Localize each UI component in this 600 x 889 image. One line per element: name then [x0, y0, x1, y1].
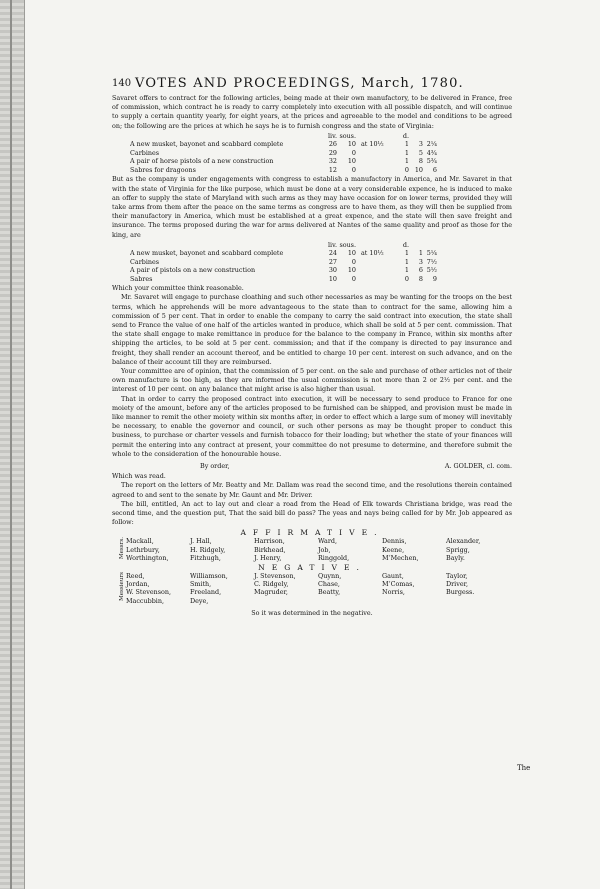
price-sous: 10 [347, 249, 356, 258]
member-name: H. Ridgely, [190, 545, 226, 554]
price-pence: 7½ [426, 257, 437, 266]
member-name: Bayly. [446, 553, 465, 562]
price-pounds: 1 [404, 148, 409, 157]
price-pounds: 1 [404, 140, 409, 149]
price-shillings: 1 [418, 249, 423, 258]
member-name: Sprigg, [446, 545, 470, 554]
member-name: Keene, [382, 545, 405, 554]
price-sous: 0 [351, 257, 356, 266]
price-livres: 24 [328, 249, 337, 258]
member-name: Beatty, [318, 588, 341, 597]
member-name: J. Hall, [190, 537, 212, 546]
col-pence-header: d. [402, 240, 409, 249]
price-item: Sabres [130, 274, 153, 283]
col-pence-header: d. [402, 131, 409, 140]
closing-paragraph: Which was read. [112, 472, 166, 481]
price-pounds: 0 [404, 165, 409, 174]
price-rate [356, 275, 395, 284]
member-name: Fitzhugh, [190, 553, 221, 562]
member-name: Ward, [318, 537, 337, 546]
col-pence2-header [409, 241, 423, 250]
price-sous: 0 [351, 165, 356, 174]
col-pence2-header [409, 132, 423, 141]
price-livres: 30 [328, 266, 337, 275]
price-sous: 10 [347, 140, 356, 149]
member-name: Job, [318, 545, 331, 554]
member-name: Burgess. [446, 588, 475, 597]
price-row [130, 258, 490, 267]
negative-heading: NEGATIVE. [258, 562, 366, 572]
member-name: Norris, [382, 588, 405, 597]
closing-paragraph: The bill, entitled, An act to lay out and clear a road from the Head of Elk towards Christiana bridge, was read the second time, and the question put, That the said bill do pass? The yeas and nays being called for by Mr. Job appeared as follow: [112, 499, 512, 527]
col-sous-header: sous. [339, 240, 356, 249]
running-head [112, 76, 512, 94]
member-name: Ringgold, [318, 553, 350, 562]
price-item: A new musket, bayonet and scabbard complete [130, 140, 284, 149]
member-name: Williamson, [190, 571, 228, 580]
price-row [130, 157, 490, 166]
member-name: Mackall, [126, 537, 154, 546]
col-livres-header: liv. [328, 131, 337, 140]
middle-paragraph: But as the company is under engagements with congress to establish a manufactory in America, and Mr. Savaret in that with the state of Virginia for the like purpose, which must be done at a very considerable expence, he is induced to make an offer to supply the state of Maryland with such arms as they may have occasion for on lower terms, provided they will take arms from them after the peace on the same terms as congress are to have them, as they will then be supplied from their manufactory in America, which must be established at a great expence, and the state will then save freight and insurance. The terms proposed during the war for arms delivered at Nantes of the same quality and proof as those for the king, are [112, 175, 512, 239]
running-title: VOTES AND PROCEEDINGS, March, 1780. [135, 76, 464, 91]
price-table-header [130, 132, 490, 141]
member-name: Freeland, [190, 588, 222, 597]
member-name: M‘Comas, [382, 580, 415, 589]
price-table-virginia [130, 132, 490, 175]
price-rate [356, 258, 395, 267]
member-name: Maccubbin, [126, 596, 165, 605]
member-name: Chase, [318, 580, 340, 589]
intro-paragraph: Savaret offers to contract for the following articles, being made at their own manufactory, to be delivered in France, free of commission, which contract he is ready to carry completely into execution with all possible dispatch, and will continue to supply a certain quantity yearly, for eight years, at the prices and agreeable to the model and conditions to be agreed on; the following are the prices at which he says he is to furnish congress and the state of Virginia: [112, 94, 512, 130]
col-item-header [130, 241, 320, 250]
page-content [112, 76, 512, 618]
price-row [130, 140, 490, 149]
member-name: J. Henry, [254, 553, 282, 562]
price-pence: 6 [432, 165, 437, 174]
body-paragraph: Mr. Savaret will engage to purchase cloathing and such other necessaries as may be wanting for the troops on the best terms, which he apprehends will be more advantageous to the state than to contract for the same, allowing him a commission of 5 per cent. That in order to enable the company to carry the said contract into execution, the state shall send to France the value of one half of the articles wanted in produce, which shall be sold at 5 per cent. commission. That the state shall engage to make remittance in produce for the balance to the company in France, within six months after shipping the articles, to be sold at 5 per cent. commission; and that if the company is directed to pay insurance and freight, they shall render an account thereof, and be entitled to charge 10 per cent. interest on such advance, and on the balance of their account till they are reimbursed. [112, 293, 512, 366]
page-binding-edge [0, 0, 25, 889]
price-item: Sabres for dragoons [130, 165, 196, 174]
price-pence: 4¾ [426, 148, 437, 157]
vote-row [126, 537, 510, 545]
body-paragraph: That in order to carry the proposed contract into execution, it will be necessary to send produce to France for one moiety of the amount, before any of the articles proposed to be furnished can be shipped, and provision must be made in like manner to remit the other moiety within six months after, in order to effect which a large sum of money will inevitably be necessary, to enable the governor and council, or such other persons as may be thought proper to conduct this business, to purchase or charter vessels and furnish tobacco for their loading; but whether the state of your finances will permit the entering into any contract at present, your committee do not presume to determine, and therefore submit the whole to the consideration of the honourable house. [112, 394, 512, 458]
price-table-header [130, 241, 490, 250]
member-name: Reed, [126, 571, 145, 580]
price-row [130, 275, 490, 284]
signature-name: A. GOLDER, cl. com. [444, 462, 512, 471]
member-name: Taylor, [446, 571, 468, 580]
page-number: 140 [112, 78, 132, 89]
determination-line: So it was determined in the negative. [251, 608, 373, 617]
col-sous-header: sous. [339, 131, 356, 140]
price-pounds: 1 [404, 257, 409, 266]
member-name: Dennis, [382, 537, 407, 546]
member-name [382, 597, 446, 605]
price-livres: 12 [328, 165, 337, 174]
price-shillings: 6 [418, 266, 423, 275]
member-name: M‘Mechen, [382, 553, 419, 562]
negative-side-label: Messieurs [119, 571, 125, 601]
price-row [130, 149, 490, 158]
price-rate [356, 149, 395, 158]
member-name: Worthington, [126, 553, 169, 562]
member-name: Magruder, [254, 588, 288, 597]
price-rate [356, 266, 395, 275]
col-pence3-header [423, 132, 437, 141]
price-pounds: 1 [404, 157, 409, 166]
price-livres: 26 [328, 140, 337, 149]
price-item: Carbines [130, 148, 160, 157]
closing-paragraph: The report on the letters of Mr. Beatty and Mr. Dallam was read the second time, and the resolutions therein contained agreed to and sent to the senate by Mr. Gaunt and Mr. Driver. [112, 481, 512, 499]
price-sous: 0 [351, 148, 356, 157]
vote-row [126, 597, 510, 605]
body-paragraph: Your committee are of opinion, that the commission of 5 per cent. on the sale and purchase of other articles not of their own manufacture is too high, as they are informed the usual commission is not more than 2 or 2½ per cent. and the interest of 10 per cent. on any balance that might arise is also higher than usual. [112, 367, 512, 394]
price-pence: 5½ [426, 266, 437, 275]
body-paragraph: Which your committee think reasonable. [112, 284, 244, 293]
price-rate [356, 157, 395, 166]
member-name: Lethrbury, [126, 545, 160, 554]
price-sous: 10 [347, 157, 356, 166]
affirmative-table [126, 537, 510, 562]
price-shillings: 8 [418, 274, 423, 283]
price-shillings: 5 [418, 148, 423, 157]
price-sous: 0 [351, 274, 356, 283]
price-livres: 29 [328, 148, 337, 157]
affirmative-votes [118, 537, 512, 562]
vote-row [126, 554, 510, 562]
member-name: Harrison, [254, 537, 285, 546]
price-pence: 5¾ [426, 157, 437, 166]
col-item-header [130, 132, 320, 141]
vote-row [126, 546, 510, 554]
vote-row [126, 580, 510, 588]
member-name: Quynn, [318, 571, 342, 580]
affirmative-side-label: Messrs. [119, 537, 125, 560]
negative-table [126, 572, 510, 605]
price-item: Carbines [130, 257, 160, 266]
col-rate-header [356, 132, 395, 141]
member-name: Deye, [190, 596, 209, 605]
price-pounds: 1 [404, 266, 409, 275]
price-row [130, 166, 490, 175]
price-pence: 9 [432, 274, 437, 283]
col-pence3-header [423, 241, 437, 250]
member-name: Jordan, [126, 580, 150, 589]
price-rate: at 10½ [361, 140, 384, 149]
price-pence: 2¼ [426, 140, 437, 149]
price-shillings: 3 [418, 257, 423, 266]
price-pounds: 1 [404, 249, 409, 258]
price-item: A pair of pistols on a new construction [130, 266, 256, 275]
price-shillings: 3 [418, 140, 423, 149]
member-name [446, 597, 510, 605]
price-rate [356, 166, 395, 175]
member-name [254, 597, 318, 605]
member-name [318, 597, 382, 605]
col-rate-header [356, 241, 395, 250]
member-name: Birkhead, [254, 545, 286, 554]
affirmative-heading: AFFIRMATIVE. [240, 528, 384, 538]
signature-block [200, 462, 512, 471]
price-table-maryland [130, 241, 490, 284]
price-shillings: 10 [414, 165, 423, 174]
member-name: Driver, [446, 580, 468, 589]
price-item: A new musket, bayonet and scabbard complete [130, 249, 284, 258]
price-row [130, 266, 490, 275]
signature-by-order: By order, [200, 462, 230, 471]
price-row [130, 249, 490, 258]
vote-row [126, 572, 510, 580]
price-livres: 32 [328, 157, 337, 166]
price-livres: 10 [328, 274, 337, 283]
price-pence: 5¼ [426, 249, 437, 258]
member-name: Smith, [190, 580, 212, 589]
vote-row [126, 588, 510, 596]
member-name: Alexander, [446, 537, 481, 546]
price-livres: 27 [328, 257, 337, 266]
col-livres-header: liv. [328, 240, 337, 249]
negative-votes [118, 572, 512, 605]
price-shillings: 8 [418, 157, 423, 166]
catchword: The [517, 764, 531, 772]
price-rate: at 10½ [361, 249, 384, 258]
member-name: Gaunt, [382, 571, 404, 580]
price-sous: 10 [347, 266, 356, 275]
price-pounds: 0 [404, 274, 409, 283]
member-name: J. Stevenson, [254, 571, 296, 580]
member-name: C. Ridgely, [254, 580, 289, 589]
member-name: W. Stevenson, [126, 588, 172, 597]
price-item: A pair of horse pistols of a new construction [130, 157, 274, 166]
